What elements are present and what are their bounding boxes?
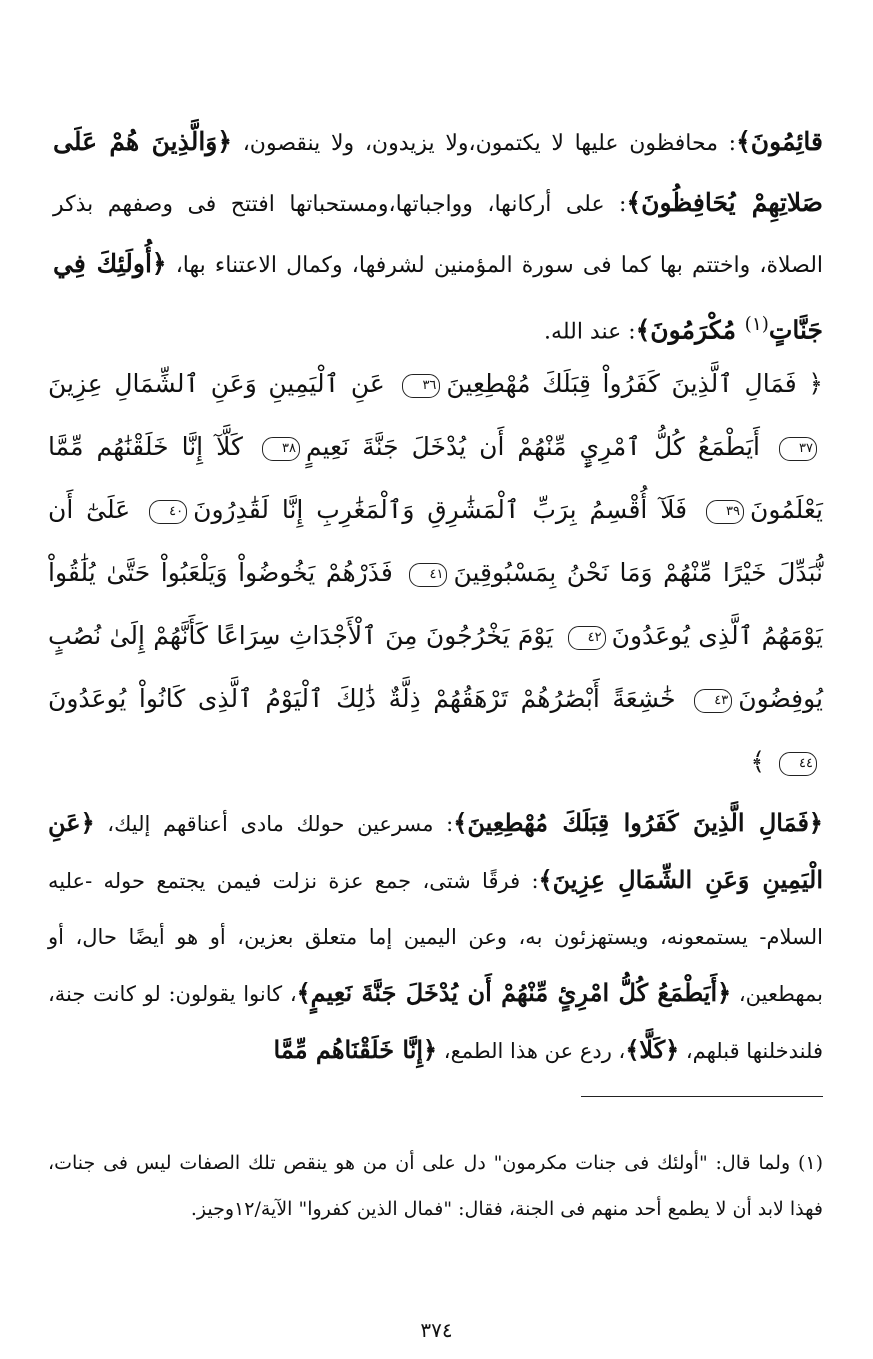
- verse-text: ﴿ فَمَالِ ٱلَّذِينَ كَفَرُواْ قِبَلَكَ مُهْطِعِينَ: [446, 369, 823, 398]
- verse-number-43: ٤٣: [694, 689, 732, 713]
- verse-number-36: ٣٦: [402, 374, 440, 398]
- commentary-text: ، كانوا يقولون: لو كانت جنة، فلندخلنها قبلهم،: [48, 982, 823, 1063]
- quran-quote: ﴿كَلَّا﴾: [625, 1035, 680, 1064]
- commentary-text: : على أركانها، وواجباتها،ومستحباتها افتتح فى وصفهم بذكر الصلاة، واختتم بها كما فى سورة المؤمنين لشرفها، وكمال الاعتناء بها،: [53, 192, 824, 278]
- quran-quote: مُكْرَمُونَ﴾: [635, 315, 745, 345]
- quran-verses-block: [48, 352, 823, 793]
- footnote: (١) ولما قال: "أولئك فى جنات مكرمون" دل على أن من هو ينقص تلك الصفات ليس فى جنات، فهذا لابد أن لا يطمع أحد منهم فى الجنة، فقال: "فمال الذين كفروا" الآية/١٢وجيز.: [48, 1152, 823, 1220]
- verse-text: فَلَآ أُقْسِمُ بِرَبِّ ٱلْمَشَٰرِقِ وَٱلْمَغَٰرِبِ إِنَّا لَقَٰدِرُونَ: [193, 495, 688, 524]
- quran-quote: ﴿إِنَّا خَلَقْنَاهُم مِّمَّا: [273, 1035, 438, 1064]
- commentary-text: ، ردع عن هذا الطمع،: [437, 1039, 626, 1063]
- commentary-text: : عند الله.: [544, 319, 636, 345]
- verse-text: كَلَّآ إِنَّا خَلَقْنَٰهُم مِّمَّا يَعْلَمُونَ: [48, 432, 823, 524]
- quran-quote: ﴿عَنِ الْيَمِينِ وَعَنِ الشِّمَالِ عِزِينَ﴾: [48, 808, 823, 894]
- verse-number-38: ٣٨: [262, 437, 300, 461]
- commentary-text: : فرقًا شتى، جمع عزة نزلت فيمن يجتمع حوله -عليه السلام- يستمعونه، ويستهزئون به، وعن اليمين إما متعلق بعزين، أو هو أيضًا حال، أو بمهطعين،: [48, 869, 823, 1006]
- verse-number-44: ٤٤: [779, 752, 817, 776]
- quran-quote: ﴿فَمَالِ الَّذِينَ كَفَرُوا قِبَلَكَ مُهْطِعِينَ﴾: [453, 808, 823, 837]
- quran-quote: ﴿أُولَئِكَ فِي جَنَّاتٍ: [53, 249, 823, 345]
- verse-text: فَذَرْهُمْ يَخُوضُواْ وَيَلْعَبُواْ حَتَّىٰ يُلَٰقُواْ يَوْمَهُمُ ٱلَّذِى يُوعَدُونَ: [48, 558, 823, 650]
- verse-text: يَوْمَ يَخْرُجُونَ مِنَ ٱلْأَجْدَاثِ سِرَاعًا كَأَنَّهُمْ إِلَىٰ نُصُبٍ يُوفِضُونَ: [48, 621, 823, 713]
- quran-quote: ﴿وَالَّذِينَ هُمْ عَلَى صَلاتِهِمْ يُحَافِظُونَ﴾: [53, 127, 823, 217]
- verse-text: عَلَىٰٓ أَن نُّبَدِّلَ خَيْرًا مِّنْهُمْ وَمَا نَحْنُ بِمَسْبُوقِينَ: [48, 495, 823, 587]
- closing-bracket: ﴾: [750, 747, 773, 776]
- commentary-text: : مسرعين حولك مادى أعناقهم إليك،: [94, 812, 454, 836]
- verse-number-37: ٣٧: [779, 437, 817, 461]
- verse-number-39: ٣٩: [706, 500, 744, 524]
- quran-quote: ﴿أَيَطْمَعُ كُلُّ امْرِئٍ مِّنْهُمْ أَن يُدْخَلَ جَنَّةَ نَعِيمٍ﴾: [296, 978, 732, 1007]
- footnote-separator: [581, 1096, 823, 1097]
- verse-number-42: ٤٢: [568, 626, 606, 650]
- tafsir-paragraph-1: [53, 112, 823, 361]
- verse-number-40: ٤٠: [149, 500, 187, 524]
- footnote-marker: (١): [744, 314, 769, 335]
- verse-text: أَيَطْمَعُ كُلُّ ٱمْرِيٍٕ مِّنْهُمْ أَن يُدْخَلَ جَنَّةَ نَعِيمٍ: [305, 432, 760, 461]
- verse-number-41: ٤١: [409, 563, 447, 587]
- verse-text: خَٰشِعَةً أَبْصَٰرُهُمْ تَرْهَقُهُمْ ذِلَّةٌ ذَٰلِكَ ٱلْيَوْمُ ٱلَّذِى كَانُواْ يُوعَدُونَ: [48, 684, 676, 713]
- quran-quote: قائِمُونَ﴾: [736, 127, 823, 156]
- tafsir-paragraph-2: [48, 795, 823, 1079]
- commentary-text: : محافظون عليها لا يكتمون،ولا يزيدون، ولا ينقصون،: [232, 131, 737, 156]
- verse-text: عَنِ ٱلْيَمِينِ وَعَنِ ٱلشِّمَالِ عِزِينَ: [48, 369, 385, 398]
- page-number: ٣٧٤: [420, 1318, 453, 1342]
